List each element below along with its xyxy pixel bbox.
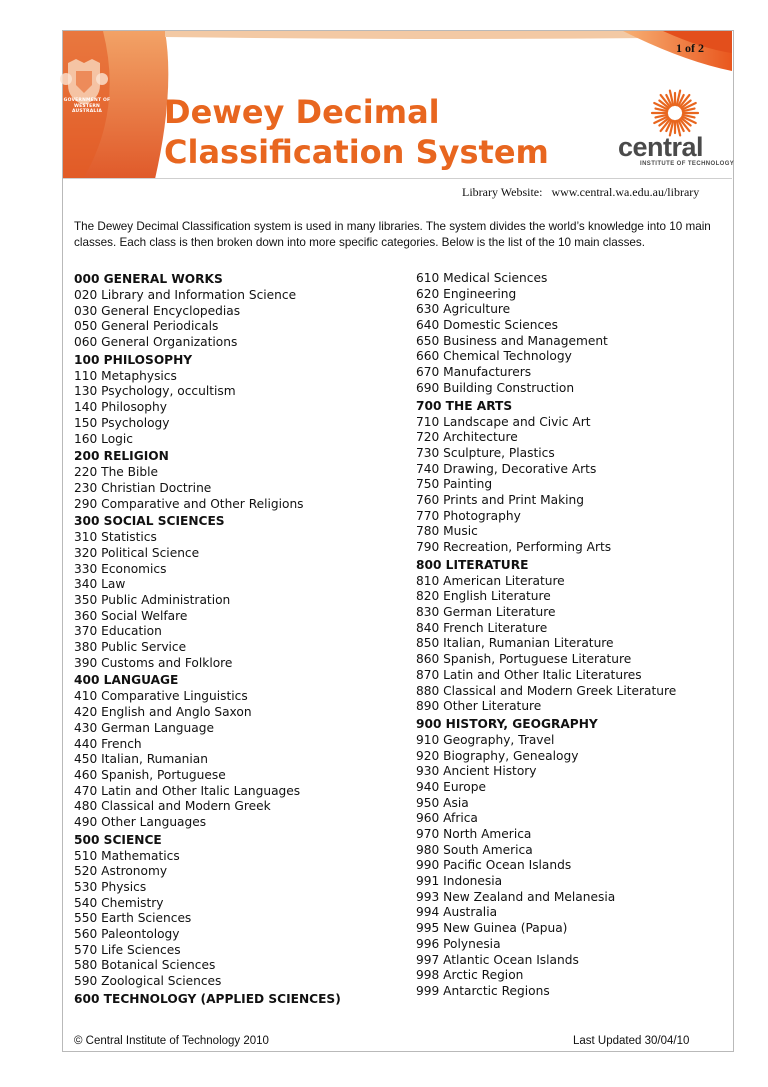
- class-entry: 110 Metaphysics: [74, 368, 177, 383]
- class-entry: 230 Christian Doctrine: [74, 480, 212, 495]
- class-entry: 480 Classical and Modern Greek: [74, 799, 271, 814]
- class-entry: 990 Pacific Ocean Islands: [416, 858, 572, 873]
- class-entry: 520 Astronomy: [74, 864, 168, 879]
- class-entry: 340 Law: [74, 577, 126, 592]
- class-entry: 350 Public Administration: [74, 593, 231, 607]
- class-entry: 140 Philosophy: [74, 400, 167, 415]
- class-entry: 950 Asia: [416, 795, 469, 810]
- class-entry: 710 Landscape and Civic Art: [416, 414, 591, 429]
- class-entry: 030 General Encyclopedias: [74, 303, 241, 318]
- class-heading: 900 HISTORY, GEOGRAPHY: [416, 716, 598, 731]
- class-entry: 560 Paleontology: [74, 927, 180, 942]
- class-entry: 750 Painting: [416, 477, 493, 492]
- class-entry: 790 Recreation, Performing Arts: [416, 540, 612, 554]
- class-entry: 999 Antarctic Regions: [416, 983, 550, 998]
- left-column: [74, 271, 409, 1008]
- class-entry: 850 Italian, Rumanian Literature: [416, 636, 614, 651]
- class-entry: 360 Social Welfare: [74, 608, 188, 623]
- government-label: GOVERNMENT OF WESTERN AUSTRALIA: [63, 98, 111, 114]
- class-entry: 991 Indonesia: [416, 874, 503, 889]
- class-entry: 740 Drawing, Decorative Arts: [416, 461, 597, 476]
- title-line-2: Classification System: [164, 133, 549, 171]
- class-entry: 290 Comparative and Other Religions: [74, 496, 304, 511]
- class-entry: 390 Customs and Folklore: [74, 655, 233, 670]
- title-line-1: Dewey Decimal: [164, 93, 440, 131]
- brand-subtitle: INSTITUTE OF TECHNOLOGY: [640, 161, 735, 167]
- class-entry: 993 New Zealand and Melanesia: [416, 889, 616, 904]
- intro-paragraph: The Dewey Decimal Classification system is used in many libraries. The system divides the world’s knowledge into 10 main classes. Each class is then broken down into more specific categories. Below is the list of the 10 main classes.: [74, 220, 711, 249]
- class-entry: 550 Earth Sciences: [74, 911, 192, 926]
- class-entry: 998 Arctic Region: [416, 968, 524, 983]
- class-entry: 640 Domestic Sciences: [416, 318, 559, 333]
- class-entry: 660 Chemical Technology: [416, 349, 572, 364]
- class-entry: 150 Psychology: [74, 415, 170, 430]
- class-heading: 800 LITERATURE: [416, 557, 529, 572]
- class-entry: 650 Business and Management: [416, 333, 608, 348]
- footer-copyright: © Central Institute of Technology 2010: [74, 1035, 269, 1047]
- class-entry: 420 English and Anglo Saxon: [74, 705, 252, 720]
- class-entry: 890 Other Literature: [416, 699, 542, 714]
- class-entry: 570 Life Sciences: [74, 942, 181, 957]
- class-heading: 600 TECHNOLOGY (APPLIED SCIENCES): [74, 991, 341, 1006]
- class-heading: 000 GENERAL WORKS: [74, 272, 223, 286]
- class-entry: 580 Botanical Sciences: [74, 958, 216, 973]
- brand-name: central: [618, 132, 704, 162]
- class-heading: 700 THE ARTS: [416, 398, 513, 413]
- right-column: [416, 271, 716, 1000]
- class-entry: 970 North America: [416, 827, 532, 841]
- sunburst-logo-icon: [650, 88, 700, 138]
- class-entry: 830 German Literature: [416, 605, 556, 620]
- class-heading: 100 PHILOSOPHY: [74, 352, 193, 367]
- class-entry: 470 Latin and Other Italic Languages: [74, 783, 301, 798]
- library-website: Library Website: www.central.wa.edu.au/library: [462, 185, 700, 199]
- class-entry: 670 Manufacturers: [416, 365, 532, 380]
- class-entry: 880 Classical and Modern Greek Literature: [416, 683, 677, 698]
- class-entry: 060 General Organizations: [74, 335, 238, 350]
- class-entry: 310 Statistics: [74, 530, 157, 545]
- class-entry: 020 Library and Information Science: [74, 288, 297, 302]
- class-entry: 510 Mathematics: [74, 848, 180, 863]
- class-entry: 870 Latin and Other Italic Literatures: [416, 667, 642, 682]
- class-entry: 430 German Language: [74, 720, 214, 735]
- class-entry: 840 French Literature: [416, 620, 548, 635]
- class-entry: 220 The Bible: [74, 465, 159, 480]
- class-entry: 996 Polynesia: [416, 936, 501, 951]
- class-entry: 980 South America: [416, 842, 533, 857]
- class-entry: 910 Geography, Travel: [416, 732, 555, 747]
- class-entry: 380 Public Service: [74, 640, 187, 655]
- class-entry: 940 Europe: [416, 779, 486, 794]
- class-entry: 860 Spanish, Portuguese Literature: [416, 652, 632, 667]
- class-entry: 450 Italian, Rumanian: [74, 752, 208, 767]
- class-entry: 780 Music: [416, 524, 478, 539]
- class-entry: 540 Chemistry: [74, 895, 164, 910]
- class-entry: 530 Physics: [74, 880, 147, 894]
- class-entry: 720 Architecture: [416, 430, 518, 445]
- class-entry: 995 New Guinea (Papua): [416, 921, 568, 936]
- class-entry: 410 Comparative Linguistics: [74, 689, 248, 704]
- class-entry: 330 Economics: [74, 561, 167, 576]
- class-entry: 630 Agriculture: [416, 302, 511, 317]
- class-entry: 370 Education: [74, 624, 162, 639]
- class-entry: 050 General Periodicals: [74, 319, 219, 334]
- class-entry: 320 Political Science: [74, 545, 200, 560]
- class-entry: 160 Logic: [74, 431, 133, 446]
- class-entry: 440 French: [74, 736, 142, 751]
- class-entry: 960 Africa: [416, 811, 478, 826]
- class-entry: 620 Engineering: [416, 286, 517, 301]
- class-heading: 200 RELIGION: [74, 449, 169, 464]
- class-heading: 300 SOCIAL SCIENCES: [74, 514, 225, 529]
- class-heading: 500 SCIENCE: [74, 832, 162, 847]
- class-entry: 760 Prints and Print Making: [416, 492, 584, 507]
- class-entry: 130 Psychology, occultism: [74, 384, 236, 399]
- class-entry: 690 Building Construction: [416, 380, 575, 395]
- class-entry: 730 Sculpture, Plastics: [416, 445, 555, 460]
- class-entry: 997 Atlantic Ocean Islands: [416, 952, 579, 967]
- class-entry: 490 Other Languages: [74, 814, 207, 829]
- class-entry: 930 Ancient History: [416, 764, 537, 779]
- class-entry: 460 Spanish, Portuguese: [74, 767, 226, 782]
- page-title: [164, 92, 549, 172]
- class-entry: 810 American Literature: [416, 573, 565, 588]
- class-entry: 610 Medical Sciences: [416, 271, 548, 285]
- class-heading: 400 LANGUAGE: [74, 673, 179, 688]
- class-entry: 920 Biography, Genealogy: [416, 748, 579, 763]
- class-entry: 820 English Literature: [416, 589, 551, 604]
- class-entry: 994 Australia: [416, 905, 498, 920]
- footer-last-updated: Last Updated 30/04/10: [573, 1035, 690, 1047]
- class-entry: 590 Zoological Sciences: [74, 974, 222, 989]
- page-indicator: 1 of 2: [676, 41, 704, 55]
- class-entry: 770 Photography: [416, 508, 521, 523]
